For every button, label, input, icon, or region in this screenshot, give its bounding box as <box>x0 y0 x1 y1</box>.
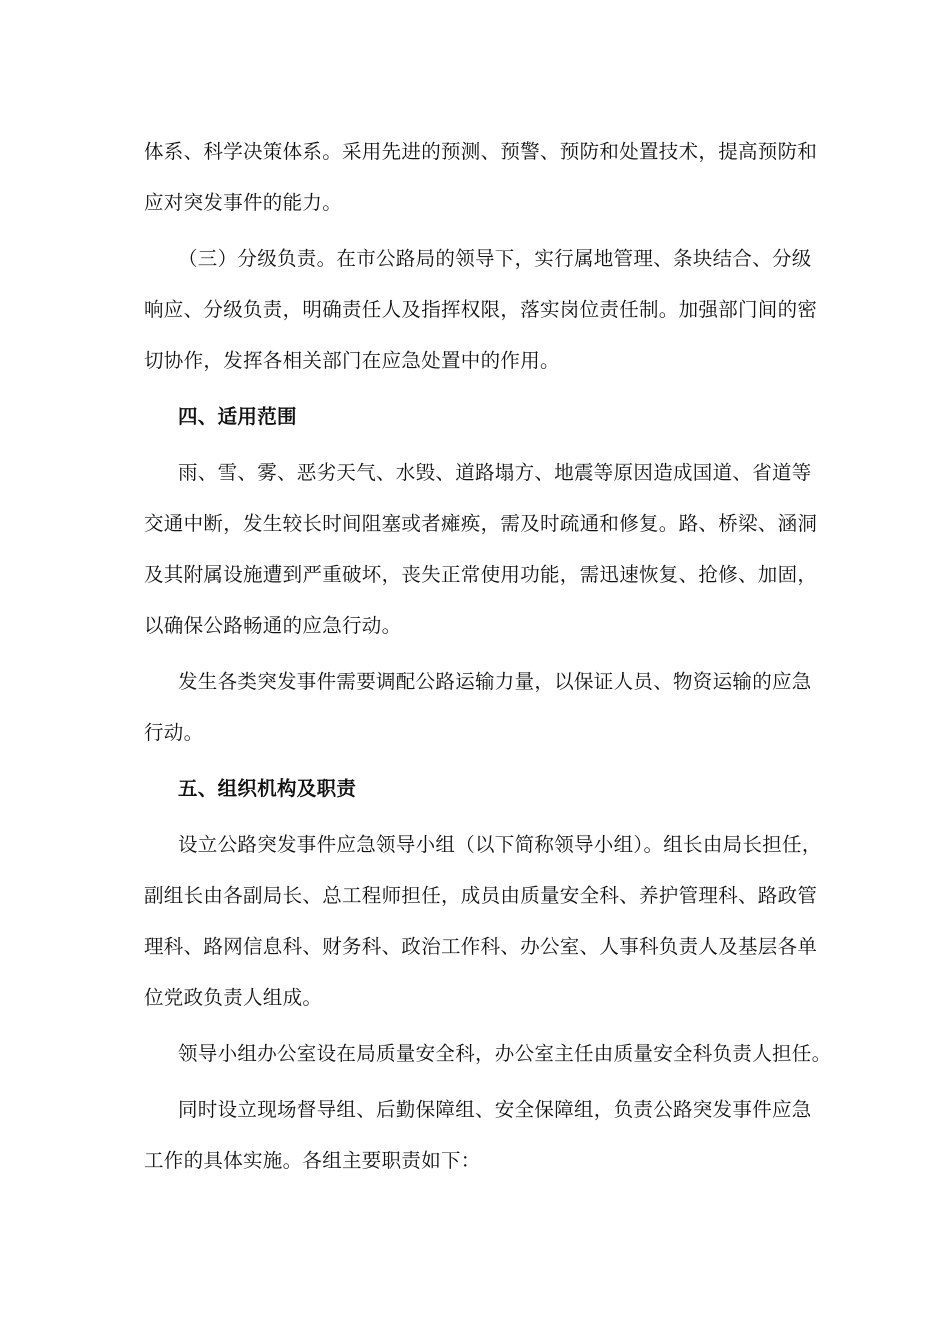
text-line: （三）分级负责。在市公路局的领导下，实行属地管理、条块结合、分级 <box>178 247 812 270</box>
text-line: 位党政负责人组成。 <box>144 986 323 1009</box>
text-line: 雨、雪、雾、恶劣天气、水毁、道路塌方、地震等原因造成国道、省道等 <box>178 461 812 484</box>
text-line: 交通中断，发生较长时间阻塞或者瘫痪，需及时疏通和修复。路、桥梁、涵洞 <box>144 512 818 535</box>
section-heading-organization <box>144 763 808 814</box>
text-line: 设立公路突发事件应急领导小组（以下简称领导小组）。组长由局长担任， <box>178 833 822 856</box>
section-heading: 五、组织机构及职责 <box>178 777 357 800</box>
section-heading: 四、适用范围 <box>178 405 297 428</box>
text-line: 副组长由各副局长、总工程师担任，成员由质量安全科、养护管理科、路政管 <box>144 884 818 907</box>
text-line: 发生各类突发事件需要调配公路运输力量，以保证人员、物资运输的应急 <box>178 670 812 693</box>
text-line: 领导小组办公室设在局质量安全科，办公室主任由质量安全科负责人担任。 <box>178 1042 832 1065</box>
text-line: 工作的具体实施。各组主要职责如下： <box>144 1149 481 1172</box>
text-line: 体系、科学决策体系。采用先进的预测、预警、预防和处置技术，提高预防和 <box>144 140 818 163</box>
text-line: 行动。 <box>144 721 204 744</box>
paragraph-principles-continued <box>144 126 818 228</box>
text-line: 同时设立现场督导组、后勤保障组、安全保障组，负责公路突发事件应急 <box>178 1098 812 1121</box>
text-line: 理科、路网信息科、财务科、政治工作科、办公室、人事科负责人及基层各单 <box>144 935 818 958</box>
text-line: 应对突发事件的能力。 <box>144 191 343 214</box>
section-heading-scope <box>144 391 808 442</box>
text-line: 及其附属设施遭到严重破坏，丧失正常使用功能，需迅速恢复、抢修、加固， <box>144 563 818 586</box>
text-line: 以确保公路畅通的应急行动。 <box>144 614 402 637</box>
paragraph-leadership-office <box>144 1028 832 1079</box>
document-body <box>144 126 832 1191</box>
paragraph-scope-disasters <box>144 447 818 651</box>
paragraph-tiered-responsibility <box>144 233 818 386</box>
paragraph-working-groups <box>144 1084 812 1186</box>
text-line: 响应、分级负责，明确责任人及指挥权限，落实岗位责任制。加强部门间的密 <box>144 298 818 321</box>
text-line: 切协作，发挥各相关部门在应急处置中的作用。 <box>144 349 560 372</box>
paragraph-leadership-group <box>144 819 822 1023</box>
paragraph-scope-transport <box>144 656 812 758</box>
